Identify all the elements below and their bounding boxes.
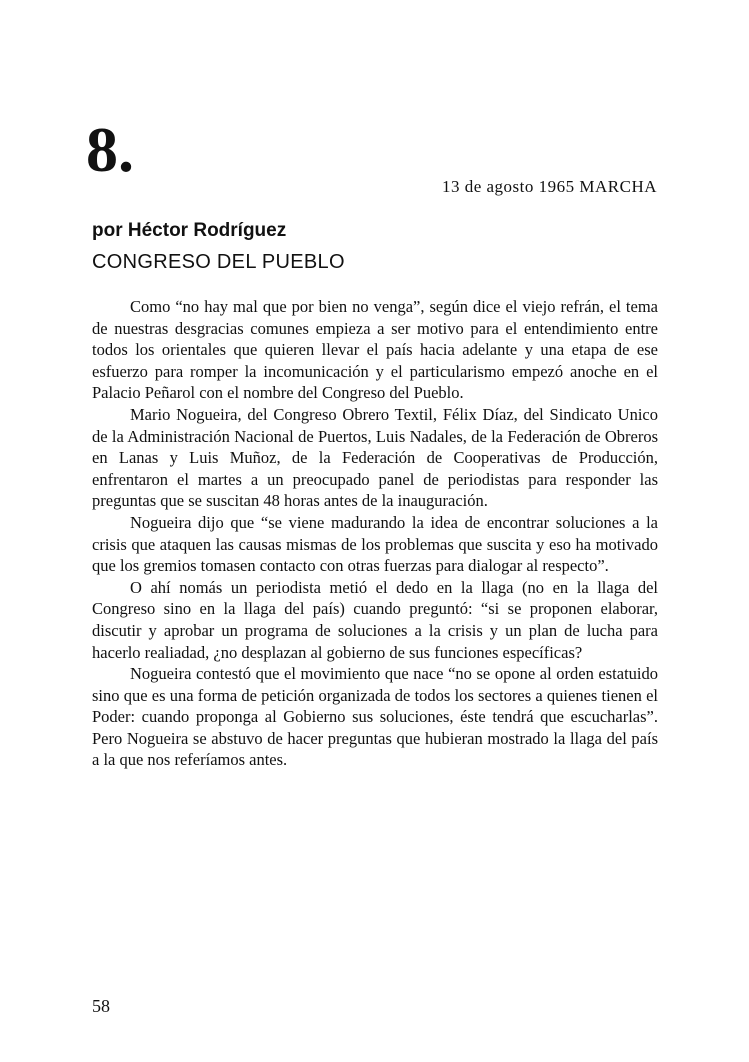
page-number: 58: [92, 996, 110, 1016]
article-title: CONGRESO DEL PUEBLO: [92, 251, 345, 273]
paragraph: Nogueira dijo que “se viene madurando la idea de encontrar soluciones a la crisis que ataquen las causas mismas de los problemas que suscita y eso ha motivado que los gremios tomasen contacto con otras fuerzas para dialogar al respecto”.: [92, 512, 658, 576]
article-body: [92, 296, 658, 771]
paragraph: O ahí nomás un periodista metió el dedo en la llaga (no en la llaga del Congreso sino en la llaga del país) cuando preguntó: “si se proponen elaborar, discutir y aprobar un programa de soluciones a la crisis y un plan de lucha para hacerlo realiadad, ¿no desplazan al gobierno de sus funciones específicas?: [92, 577, 658, 662]
chapter-number: 8.: [86, 114, 134, 185]
paragraph: Mario Nogueira, del Congreso Obrero Textil, Félix Díaz, del Sindicato Unico de la Administración Nacional de Puertos, Luis Nadales, de la Federación de Obreros en Lanas y Luis Muñoz, de la Federación de Cooperativas de Producción, enfrentaron el martes a un preocupado panel de periodistas para responder las preguntas que se suscitan 48 horas antes de la inauguración.: [92, 404, 658, 511]
byline: por Héctor Rodríguez: [92, 220, 287, 241]
paragraph: Nogueira contestó que el movimiento que nace “no se opone al orden estatuido sino que es una forma de petición organizada de todos los sectores a quienes tienen el Poder: cuando proponga al Gobierno sus soluciones, éste tendrá que escucharlas”. Pero Nogueira se abstuvo de hacer preguntas que hubieran mostrado la llaga del país a la que nos referíamos antes.: [92, 664, 658, 770]
paragraph: Como “no hay mal que por bien no venga”, según dice el viejo refrán, el tema de nuestras desgracias comunes empieza a ser motivo para el entendimiento entre todos los orientales que quieren llevar el país hacia adelante y una etapa de ese esfuerzo para romper la incomunicación y el particularismo empezó anoche en el Palacio Peñarol con el nombre del Congreso del Pueblo.: [92, 297, 658, 403]
source-line: 13 de agosto 1965 MARCHA: [441, 177, 657, 196]
